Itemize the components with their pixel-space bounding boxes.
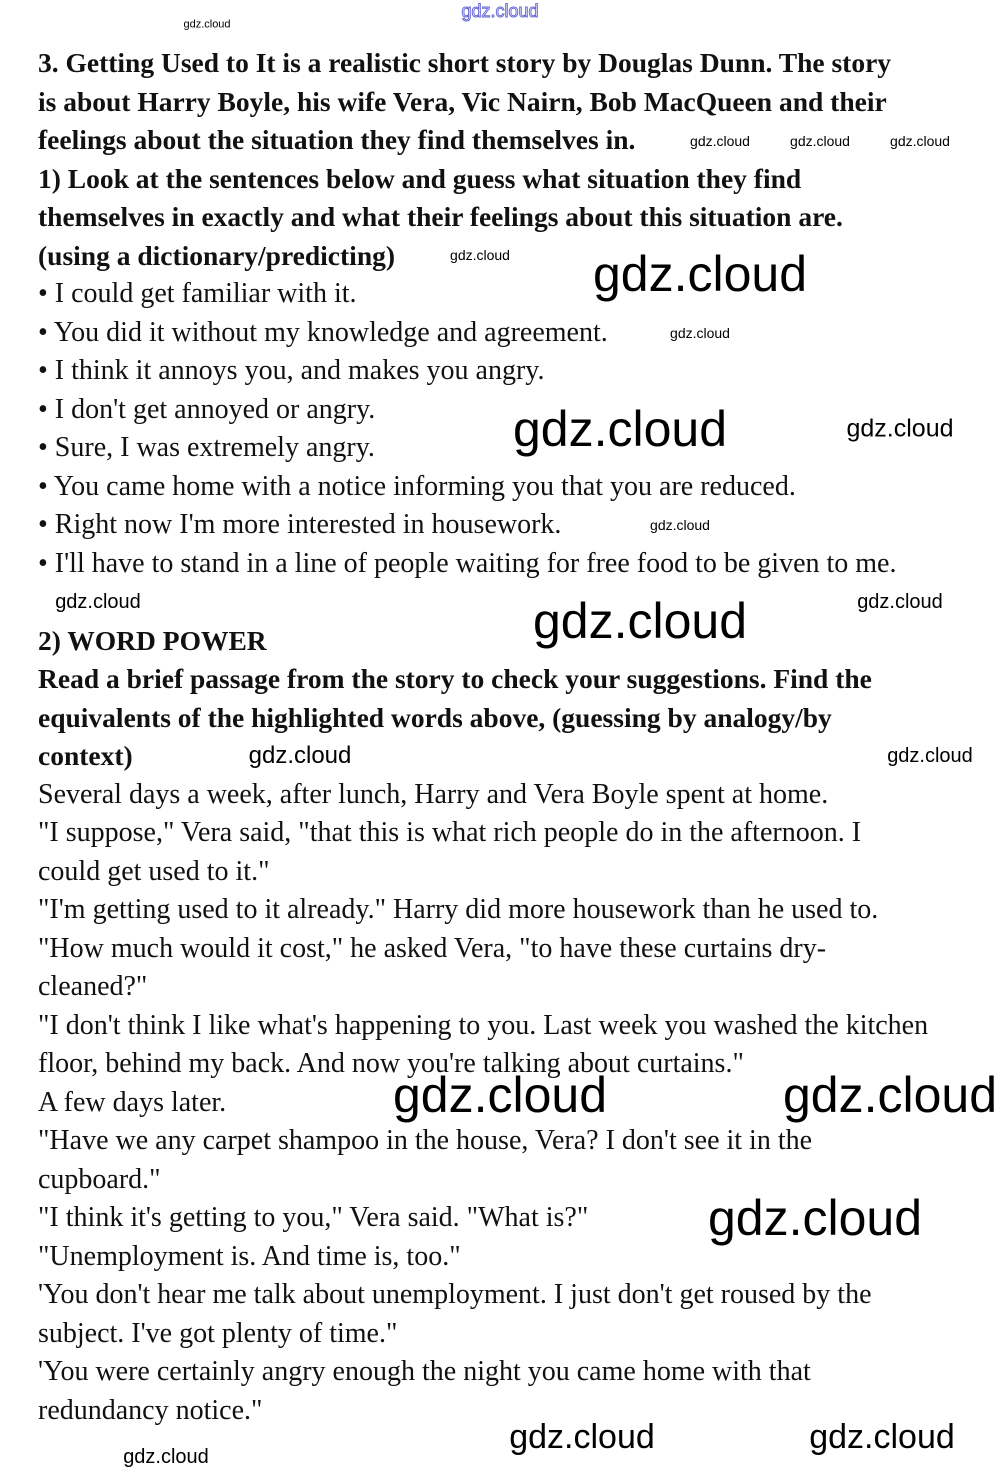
- bullet-item: • You came home with a notice informing you that you are reduced.: [38, 470, 796, 502]
- watermark: gdz.cloud: [890, 133, 950, 149]
- passage-line: redundancy notice.": [38, 1394, 263, 1426]
- part2-heading-line: equivalents of the highlighted words above, (guessing by analogy/by: [38, 701, 832, 733]
- passage-line: 'You were certainly angry enough the night you came home with that: [38, 1356, 811, 1387]
- part1-heading-line: themselves in exactly and what their feelings about this situation are.: [38, 201, 843, 232]
- watermark: gdz.cloud: [707, 1190, 923, 1246]
- watermark: gdz.cloud: [846, 414, 954, 443]
- intro-line: 3. Getting Used to It is a realistic short story by Douglas Dunn. The story: [38, 47, 892, 78]
- passage-line: A few days later.: [38, 1086, 227, 1118]
- watermark: gdz.cloud: [512, 401, 728, 457]
- watermark: gdz.cloud: [809, 1418, 955, 1456]
- watermark: gdz.cloud: [532, 593, 748, 649]
- passage-line: cleaned?": [38, 971, 148, 1002]
- passage-line: "I'm getting used to it already." Harry did more housework than he used to.: [38, 894, 879, 925]
- watermark: gdz.cloud: [55, 591, 141, 613]
- part2-heading-line: 2) WORD POWER: [38, 624, 267, 656]
- passage-line: Several days a week, after lunch, Harry and Vera Boyle spent at home.: [38, 778, 829, 810]
- intro-line: is about Harry Boyle, his wife Vera, Vic Nairn, Bob MacQueen and their: [38, 85, 887, 117]
- passage-line: "Have we any carpet shampoo in the house, Vera? I don't see it in the: [38, 1125, 813, 1156]
- bullet-item: • Sure, I was extremely angry.: [38, 432, 375, 463]
- part1-heading-line: (using a dictionary/predicting): [38, 239, 396, 271]
- watermark: gdz.cloud: [690, 133, 750, 149]
- bullet-item: • Right now I'm more interested in housework.: [38, 509, 562, 540]
- passage-line: subject. I've got plenty of time.": [38, 1317, 398, 1349]
- watermark: gdz.cloud: [782, 1067, 998, 1123]
- bullet-item: • I don't get annoyed or angry.: [38, 393, 376, 425]
- passage-line: 'You don't hear me talk about unemployment. I just don't get roused by the: [38, 1279, 872, 1310]
- watermark: gdz.cloud: [450, 247, 510, 263]
- watermark: gdz.cloud: [509, 1418, 655, 1456]
- passage-line: "I think it's getting to you," Vera said. "What is?": [38, 1202, 589, 1233]
- watermark: gdz.cloud: [650, 517, 710, 533]
- part2-heading-line: context): [38, 740, 133, 771]
- watermark: gdz.cloud: [123, 1446, 209, 1468]
- passage-line: cupboard.": [38, 1163, 161, 1195]
- bullet-item: • I'll have to stand in a line of people waiting for free food to be given to me.: [38, 547, 897, 579]
- watermark: gdz.cloud: [248, 742, 352, 769]
- intro-line: feelings about the situation they find themselves in.: [38, 124, 636, 155]
- passage-line: "I suppose," Vera said, "that this is what rich people do in the afternoon. I: [38, 817, 862, 848]
- passage-line: "How much would it cost," he asked Vera, "to have these curtains dry-: [38, 932, 827, 964]
- watermark: gdz.cloud: [887, 745, 973, 767]
- watermark: gdz.cloud: [790, 133, 850, 149]
- watermark: gdz.cloud: [392, 1067, 608, 1123]
- watermark: gdz.cloud: [592, 246, 808, 302]
- part1-heading-line: 1) Look at the sentences below and guess what situation they find: [38, 162, 802, 194]
- bullet-item: • I think it annoys you, and makes you angry.: [38, 355, 545, 386]
- passage-line: "Unemployment is. And time is, too.": [38, 1240, 461, 1272]
- part2-heading-line: Read a brief passage from the story to check your suggestions. Find the: [38, 663, 872, 694]
- watermark: gdz.cloud: [857, 591, 943, 613]
- watermark: gdz.cloud: [670, 325, 730, 341]
- watermark: gdz.cloud: [183, 18, 231, 31]
- passage-line: floor, behind my back. And now you're talking about curtains.": [38, 1048, 744, 1079]
- bullet-item: • I could get familiar with it.: [38, 278, 357, 309]
- watermark: gdz.cloud: [461, 1, 539, 21]
- passage-line: "I don't think I like what's happening to you. Last week you washed the kitchen: [38, 1009, 929, 1041]
- passage-line: could get used to it.": [38, 855, 270, 887]
- bullet-item: • You did it without my knowledge and agreement.: [38, 316, 608, 348]
